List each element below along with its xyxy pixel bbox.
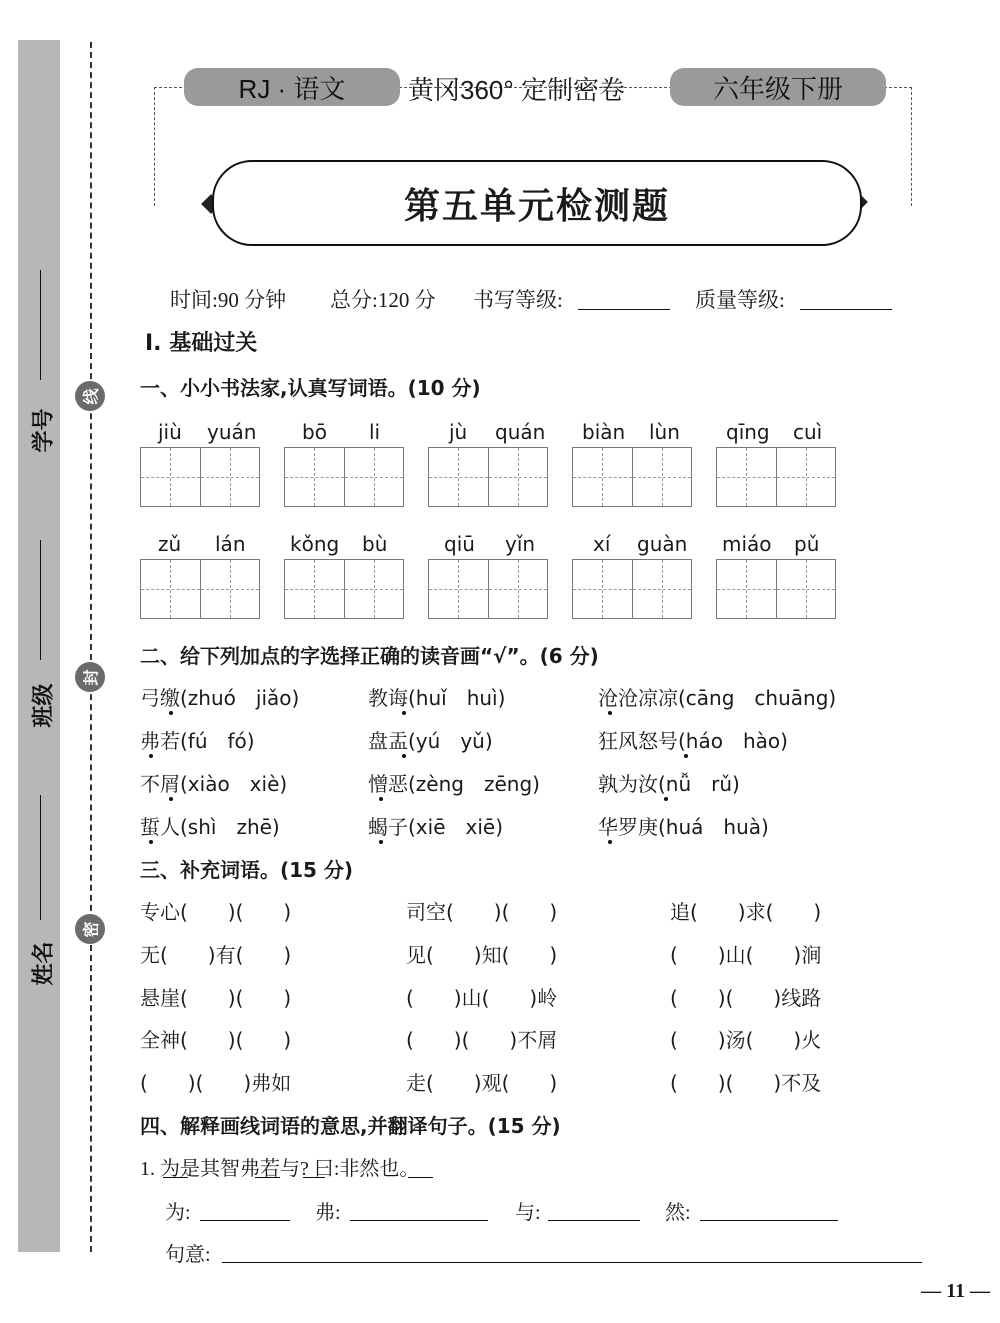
class-field[interactable] <box>40 540 41 660</box>
fill-item[interactable]: 见( )知( ) <box>406 943 558 967</box>
writing-grid[interactable] <box>140 447 260 507</box>
emphasis-dot <box>149 754 153 758</box>
underline <box>303 1177 325 1178</box>
fill-item[interactable]: 走( )观( ) <box>406 1071 558 1095</box>
fill-item[interactable]: 全神( )( ) <box>140 1028 292 1052</box>
margin-strip <box>18 40 60 1252</box>
pinyin: zǔ <box>158 532 182 556</box>
reading-item[interactable]: 盘盂(yú yǔ) <box>368 729 493 753</box>
q2-title: 二、给下列加点的字选择正确的读音画“√”。(6 分) <box>140 644 599 668</box>
pinyin: yuán <box>207 420 257 444</box>
writing-grid[interactable] <box>140 559 260 619</box>
gloss-field[interactable] <box>548 1198 640 1221</box>
quality-grade-label: 质量等级: <box>695 288 785 312</box>
seal-seal-mark: 封 <box>75 662 105 692</box>
grade-badge: 六年级下册 <box>670 68 886 106</box>
gloss-label: 然: <box>665 1202 691 1224</box>
pinyin: jiù <box>158 420 182 444</box>
pinyin: lùn <box>649 420 680 444</box>
pinyin: lán <box>215 532 246 556</box>
q1-title: 一、小小书法家,认真写词语。(10 分) <box>140 376 481 400</box>
fill-item[interactable]: ( )( )不及 <box>670 1071 822 1095</box>
name-field[interactable] <box>40 795 41 920</box>
translation-label: 句意: <box>165 1244 211 1266</box>
pinyin: jù <box>449 420 468 444</box>
writing-grade-field[interactable] <box>578 287 670 310</box>
underline <box>255 1177 280 1178</box>
underline <box>408 1177 433 1178</box>
writing-grid[interactable] <box>428 447 548 507</box>
gloss-label: 为: <box>165 1202 191 1224</box>
gloss-field[interactable] <box>200 1198 290 1221</box>
fill-item[interactable]: 追( )求( ) <box>670 900 822 924</box>
reading-item[interactable]: 蝎子(xiē xiē) <box>368 815 503 839</box>
pinyin: miáo <box>722 532 772 556</box>
class-label: 班级 <box>30 683 56 728</box>
emphasis-dot <box>664 797 668 801</box>
quality-grade-field[interactable] <box>800 287 892 310</box>
reading-item[interactable]: 憎恶(zèng zēng) <box>368 772 540 796</box>
gloss-field[interactable] <box>700 1198 838 1221</box>
fill-item[interactable]: ( )山( )涧 <box>670 943 822 967</box>
pinyin: bō <box>302 420 327 444</box>
name-label: 姓名 <box>30 941 56 986</box>
pinyin: cuì <box>793 420 823 444</box>
emphasis-dot <box>149 840 153 844</box>
score-info: 总分:120 分 <box>330 288 436 312</box>
underline <box>163 1177 188 1178</box>
subject-badge: RJ · 语文 <box>184 68 400 106</box>
seal-secret-mark: 密 <box>75 914 105 944</box>
gloss-label: 与: <box>515 1202 541 1224</box>
seal-line-mark: 线 <box>75 381 105 411</box>
reading-item[interactable]: 华罗庚(huá huà) <box>598 815 769 839</box>
writing-grid[interactable] <box>428 559 548 619</box>
classical-sentence: 1. 为是其智弗若与? 曰:非然也。 <box>140 1158 420 1180</box>
emphasis-dot <box>169 797 173 801</box>
time-info: 时间:90 分钟 <box>170 288 287 312</box>
writing-grid[interactable] <box>716 447 836 507</box>
pinyin: guàn <box>637 532 688 556</box>
fill-item[interactable]: 专心( )( ) <box>140 900 292 924</box>
pinyin: yǐn <box>505 532 536 556</box>
fill-item[interactable]: ( )( )线路 <box>670 986 822 1010</box>
writing-grid[interactable] <box>284 447 404 507</box>
emphasis-dot <box>402 754 406 758</box>
emphasis-dot <box>379 840 383 844</box>
pinyin: li <box>369 420 381 444</box>
student-id-field[interactable] <box>40 270 41 380</box>
pinyin: qīng <box>726 420 770 444</box>
emphasis-dot <box>402 711 406 715</box>
pinyin: qiū <box>444 532 475 556</box>
reading-item[interactable]: 教诲(huǐ huì) <box>368 686 506 710</box>
fill-item[interactable]: 无( )有( ) <box>140 943 292 967</box>
student-id-label: 学号 <box>30 408 56 453</box>
fill-item[interactable]: ( )( )弗如 <box>140 1071 292 1095</box>
emphasis-dot <box>608 840 612 844</box>
reading-item[interactable]: 弗若(fú fó) <box>140 729 255 753</box>
pinyin: kǒng <box>290 532 340 556</box>
fill-item[interactable]: ( )汤( )火 <box>670 1028 822 1052</box>
writing-grid[interactable] <box>572 447 692 507</box>
part-heading: Ⅰ. 基础过关 <box>145 331 258 356</box>
writing-grid[interactable] <box>284 559 404 619</box>
writing-grade-label: 书写等级: <box>473 288 563 312</box>
reading-item[interactable]: 孰为汝(nǚ rǔ) <box>598 772 740 796</box>
emphasis-dot <box>684 754 688 758</box>
page-number: — 11 — <box>921 1280 990 1302</box>
fill-item[interactable]: ( )山( )岭 <box>406 986 558 1010</box>
page-title: 第五单元检测题 <box>212 160 862 246</box>
reading-item[interactable]: 弓缴(zhuó jiǎo) <box>140 686 300 710</box>
writing-grid[interactable] <box>716 559 836 619</box>
reading-item[interactable]: 沧沧凉凉(cāng chuāng) <box>598 686 837 710</box>
series-title: 黄冈360° 定制密卷 <box>408 75 626 105</box>
q4-title: 四、解释画线词语的意思,并翻译句子。(15 分) <box>140 1114 561 1138</box>
fill-item[interactable]: 司空( )( ) <box>406 900 558 924</box>
reading-item[interactable]: 不屑(xiào xiè) <box>140 772 288 796</box>
writing-grid[interactable] <box>572 559 692 619</box>
reading-item[interactable]: 蜇人(shì zhē) <box>140 815 280 839</box>
q3-title: 三、补充词语。(15 分) <box>140 858 354 882</box>
emphasis-dot <box>169 711 173 715</box>
pinyin: biàn <box>582 420 626 444</box>
emphasis-dot <box>379 797 383 801</box>
pinyin: quán <box>495 420 546 444</box>
fill-item[interactable]: ( )( )不屑 <box>406 1028 558 1052</box>
fill-item[interactable]: 悬崖( )( ) <box>140 986 292 1010</box>
emphasis-dot <box>608 711 612 715</box>
gloss-label: 弗: <box>315 1202 341 1224</box>
pinyin: bù <box>362 532 388 556</box>
gloss-field[interactable] <box>350 1198 488 1221</box>
binding-line <box>90 42 92 1252</box>
pinyin: pǔ <box>794 532 820 556</box>
pinyin: xí <box>593 532 611 556</box>
translation-field[interactable] <box>222 1240 922 1263</box>
reading-item[interactable]: 狂风怒号(háo hào) <box>598 729 788 753</box>
